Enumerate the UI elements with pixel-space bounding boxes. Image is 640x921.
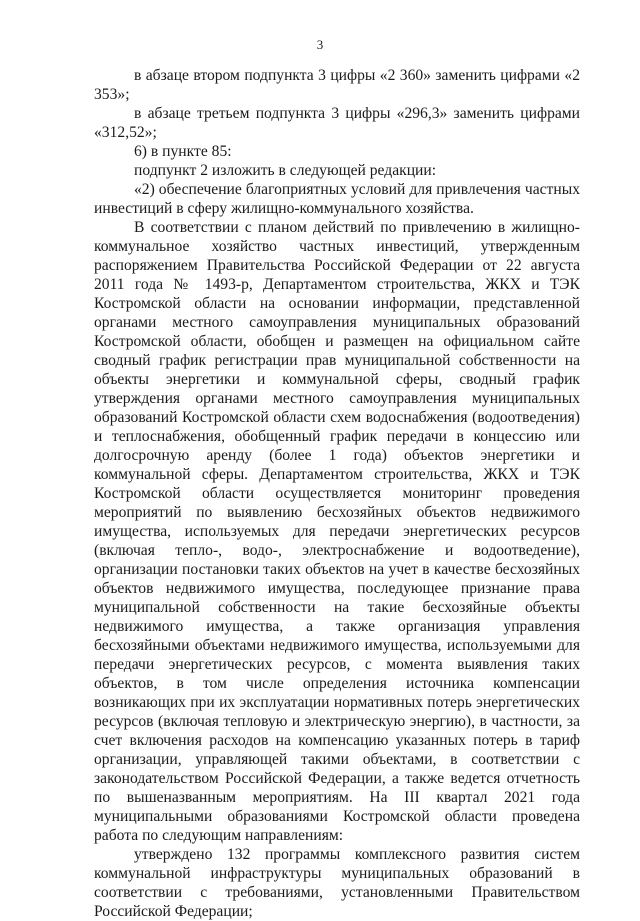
paragraph-amend-third-indent: в абзаце третьем подпункта 3 цифры «296,3» заменить цифрами «312,52»;: [94, 105, 580, 141]
page-number: 3: [316, 37, 324, 52]
paragraph-subclause-2-intro: подпункт 2 изложить в следующей редакции:: [134, 162, 437, 179]
paragraph-subclause-2-heading: «2) обеспечение благоприятных условий для привлечения частных инвестиций в сферу жилищно-коммунального хозяйства.: [94, 181, 580, 217]
paragraph-clause-85: 6) в пункте 85:: [134, 143, 232, 160]
paragraph-approved-programs: утверждено 132 программы комплексного развития систем коммунальной инфраструктуры муниципальных образований в соответствии с требованиями, установленными Правительством Российской Федерации;: [94, 846, 580, 920]
paragraph-amend-second-indent: в абзаце втором подпункта 3 цифры «2 360» заменить цифрами «2 353»;: [94, 67, 580, 103]
document-body: [94, 66, 580, 921]
paragraph-action-plan: В соответствии с планом действий по привлечению в жилищно-коммунальное хозяйство частных инвестиций, утвержденным распоряжением Правительства Российской Федерации от 22 августа 2011 года № 1493-р, Департаментом строительства, ЖКХ и ТЭК Костромской области на основании информации, представленной органами местного самоуправления муниципальных образований Костромской области, обобщен и размещен на официальном сайте сводный график регистрации прав муниципальной собственности на объекты энергетики и коммунальной сферы, сводный график утверждения органами местного самоуправления муниципальных образований Костромской области схем водоснабжения (водоотведения) и теплоснабжения, обобщенный график передачи в концессию или долгосрочную аренду (более 1 года) объектов энергетики и коммунальной сферы. Департаментом строительства, ЖКХ и ТЭК Костромской области осуществляется мониторинг проведения мероприятий по выявлению бесхозяйных объектов недвижимого имущества, используемых для передачи энергетических ресурсов (включая тепло-, водо-, электроснабжение и водоотведение), организации постановки таких объектов на учет в качестве бесхозяйных объектов недвижимого имущества, последующее признание права муниципальной собственности на такие бесхозяйные объекты недвижимого имущества, а также организация управления бесхозяйными объектами недвижимого имущества, используемыми для передачи энергетических ресурсов, с момента выявления таких объектов, в том числе определения источника компенсации возникающих при их эксплуатации нормативных потерь энергетических ресурсов (включая тепловую и электрическую энергию), в частности, за счет включения расходов на компенсацию указанных потерь в тариф организации, управляющей такими объектами, в соответствии с законодательством Российской Федерации, а также ведется отчетность по вышеназванным мероприятиям. На III квартал 2021 года муниципальными образованиями Костромской области проведена работа по следующим направлениям:: [94, 219, 580, 844]
